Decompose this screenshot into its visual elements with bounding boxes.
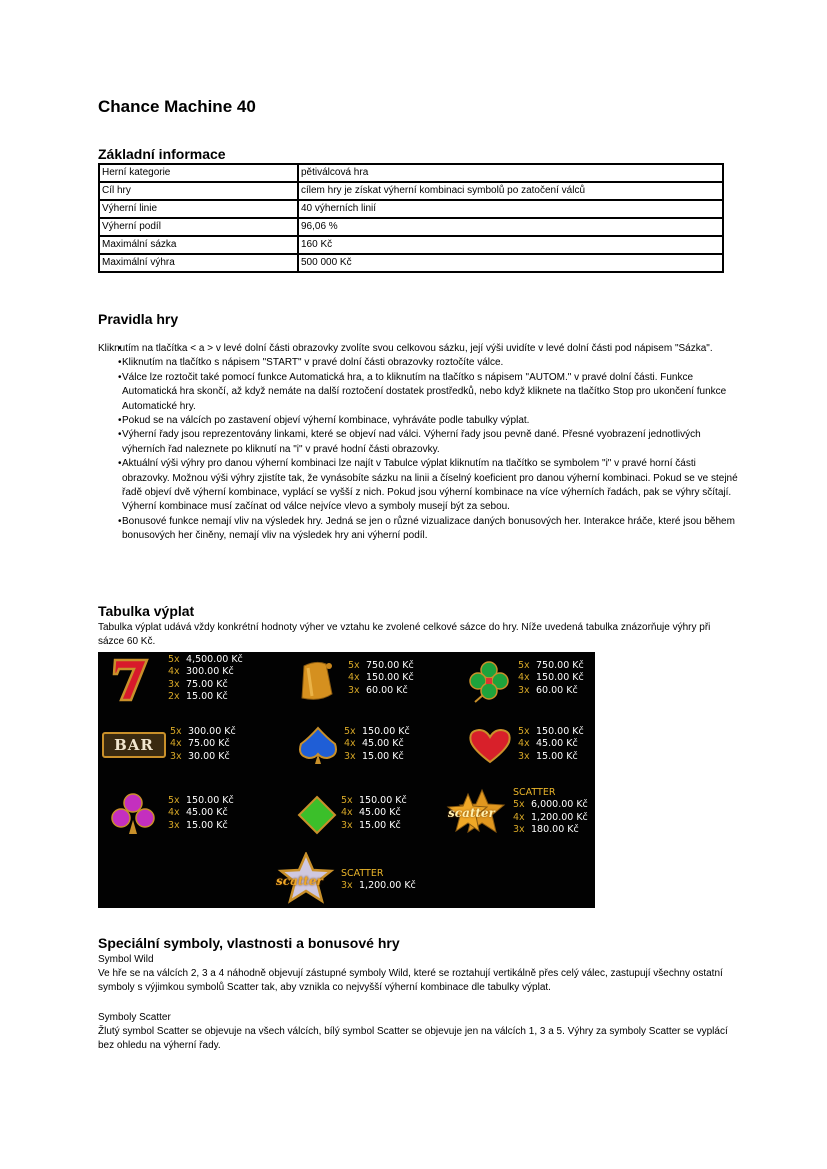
wild-title: Symbol Wild <box>98 954 154 965</box>
gold-scatter-pays: SCATTER 5x 6,000.00 Kč 4x 1,200.00 Kč 3x 180.00 Kč <box>513 787 588 835</box>
seven-pays: 5x 4,500.00 Kč 4x 300.00 Kč 3x 75.00 Kč 2x 15.00 Kč <box>168 654 243 702</box>
bar-icon: BAR <box>102 732 166 758</box>
row-key: Maximální sázka <box>99 236 298 254</box>
table-row <box>99 218 723 236</box>
wild-text: Ve hře se na válcích 2, 3 a 4 náhodně objevují zástupné symboly Wild, které se roztahují vertikálně přes celý válec, zastupují všechny ostatní symboly s výjimkou symbolů Scatter tak, aby vznikla co nejvyšší výherní kombinace dle tabulky výplat. <box>98 968 723 994</box>
spade-icon <box>297 726 339 766</box>
bell-pays: 5x 750.00 Kč 4x 150.00 Kč 3x 60.00 Kč <box>348 660 414 696</box>
list-item: • Aktuální výši výhry pro danou výherní kombinaci lze najít v Tabulce výplat kliknutím na tlačítko se symbolem "i" v pravé horní části obrazovky. Možnou výši výhry zjistíte tak, že vynásobíte sázku na linii a číselný koeficient pro danou výherní kombinaci. Pokud se ve stejné řadě objeví dvě výherní kombinace, vyplácí se vyšší z nich. Pokud jsou výherní kombinace na více výherních řadách, pak se výhry sčítají. Výherní kombinace musí začínat od válce nejvíce vlevo a symboly musejí být za sebou. <box>98 457 738 515</box>
paytable-heading: Tabulka výplat <box>98 603 195 619</box>
list-item: • Kliknutím na tlačítko s nápisem "START" v pravé dolní části obrazovky roztočíte válce. <box>98 356 738 370</box>
rules-heading: Pravidla hry <box>98 311 179 327</box>
bar-pays: 5x 300.00 Kč 4x 75.00 Kč 3x 30.00 Kč <box>170 726 236 762</box>
list-item: • Pokud se na válcích po zastavení objeví výherní kombinace, vyhráváte podle tabulky výplat. <box>98 414 738 428</box>
list-item: • Kliknutím na tlačítka < a > v levé dolní části obrazovky zvolíte svou celkovou sázku, její výši uvidíte v levé dolní části pod nápisem "Sázka". <box>98 342 738 356</box>
list-item: • Bonusové funkce nemají vliv na výsledek hry. Jedná se jen o různé vizualizace daných bonusových her. Interakce hráče, které jsou během bonusových her činěny, nemají vliv na výsledek hry ani výherní podíl. <box>98 515 738 544</box>
bell-icon <box>294 660 336 702</box>
diamond-pays: 5x 150.00 Kč 4x 45.00 Kč 3x 15.00 Kč <box>341 795 407 831</box>
row-key: Výherní podíl <box>99 218 298 236</box>
row-value: 96,06 % <box>298 218 723 236</box>
table-row <box>99 164 723 182</box>
scatter-text: Žlutý symbol Scatter se objevuje na všech válcích, bílý symbol Scatter se objevuje jen na válcích 1, 3 a 5. Výhry za symboly Scatter se vyplácí bez ohledu na výherní řady. <box>98 1026 728 1052</box>
table-row <box>99 182 723 200</box>
table-row <box>99 254 723 272</box>
paytable-image <box>98 652 595 908</box>
rules-list <box>98 342 738 544</box>
list-item: • Válce lze roztočit také pomocí funkce Automatická hra, a to kliknutím na tlačítko s nápisem "AUTOM." v pravé dolní části. Funkce Automatická hra skončí, až když nemáte na další roztočení dostatek prostředků, nebo když kliknete na tlačítko Stop pro ukončení funkce Automatické hry. <box>98 371 738 414</box>
basic-info-heading: Základní informace <box>98 146 226 162</box>
club-icon <box>110 792 156 836</box>
basic-info-table <box>98 163 724 273</box>
heart-pays: 5x 150.00 Kč 4x 45.00 Kč 3x 15.00 Kč <box>518 726 584 762</box>
clover-pays: 5x 750.00 Kč 4x 150.00 Kč 3x 60.00 Kč <box>518 660 584 696</box>
row-value: 500 000 Kč <box>298 254 723 272</box>
table-row <box>99 236 723 254</box>
document-title: Chance Machine 40 <box>98 97 256 116</box>
spade-pays: 5x 150.00 Kč 4x 45.00 Kč 3x 15.00 Kč <box>344 726 410 762</box>
paytable-intro: Tabulka výplat udává vždy konkrétní hodnoty výher ve vztahu ke zvolené celkové sázce do hry. Níže uvedená tabulka znázorňuje výhry při sázce 60 Kč. <box>98 622 711 648</box>
gold-scatter-icon: scatter <box>446 788 506 838</box>
row-value: 40 výherních linií <box>298 200 723 218</box>
row-key: Cíl hry <box>99 182 298 200</box>
row-key: Maximální výhra <box>99 254 298 272</box>
diamond-icon <box>297 795 337 835</box>
row-value: pětiválcová hra <box>298 164 723 182</box>
row-value: cílem hry je získat výherní kombinaci symbolů po zatočení válců <box>298 182 723 200</box>
clover-icon <box>467 661 511 703</box>
row-key: Herní kategorie <box>99 164 298 182</box>
special-heading: Speciální symboly, vlastnosti a bonusové hry <box>98 935 400 951</box>
white-scatter-icon: scatter <box>276 852 336 904</box>
table-row <box>99 200 723 218</box>
club-pays: 5x 150.00 Kč 4x 45.00 Kč 3x 15.00 Kč <box>168 795 234 831</box>
list-item: • Výherní řady jsou reprezentovány linkami, které se objeví nad válci. Výherní řady jsou pevně dané. Přesné vyobrazení jednotlivých výherních řad naleznete po kliknutí na "i" v pravé hodní části obrazovky. <box>98 428 738 457</box>
row-value: 160 Kč <box>298 236 723 254</box>
seven-icon <box>112 657 150 703</box>
scatter-title: Symboly Scatter <box>98 1012 171 1023</box>
heart-icon <box>468 728 512 764</box>
white-scatter-pays: SCATTER 3x 1,200.00 Kč <box>341 868 416 892</box>
row-key: Výherní linie <box>99 200 298 218</box>
